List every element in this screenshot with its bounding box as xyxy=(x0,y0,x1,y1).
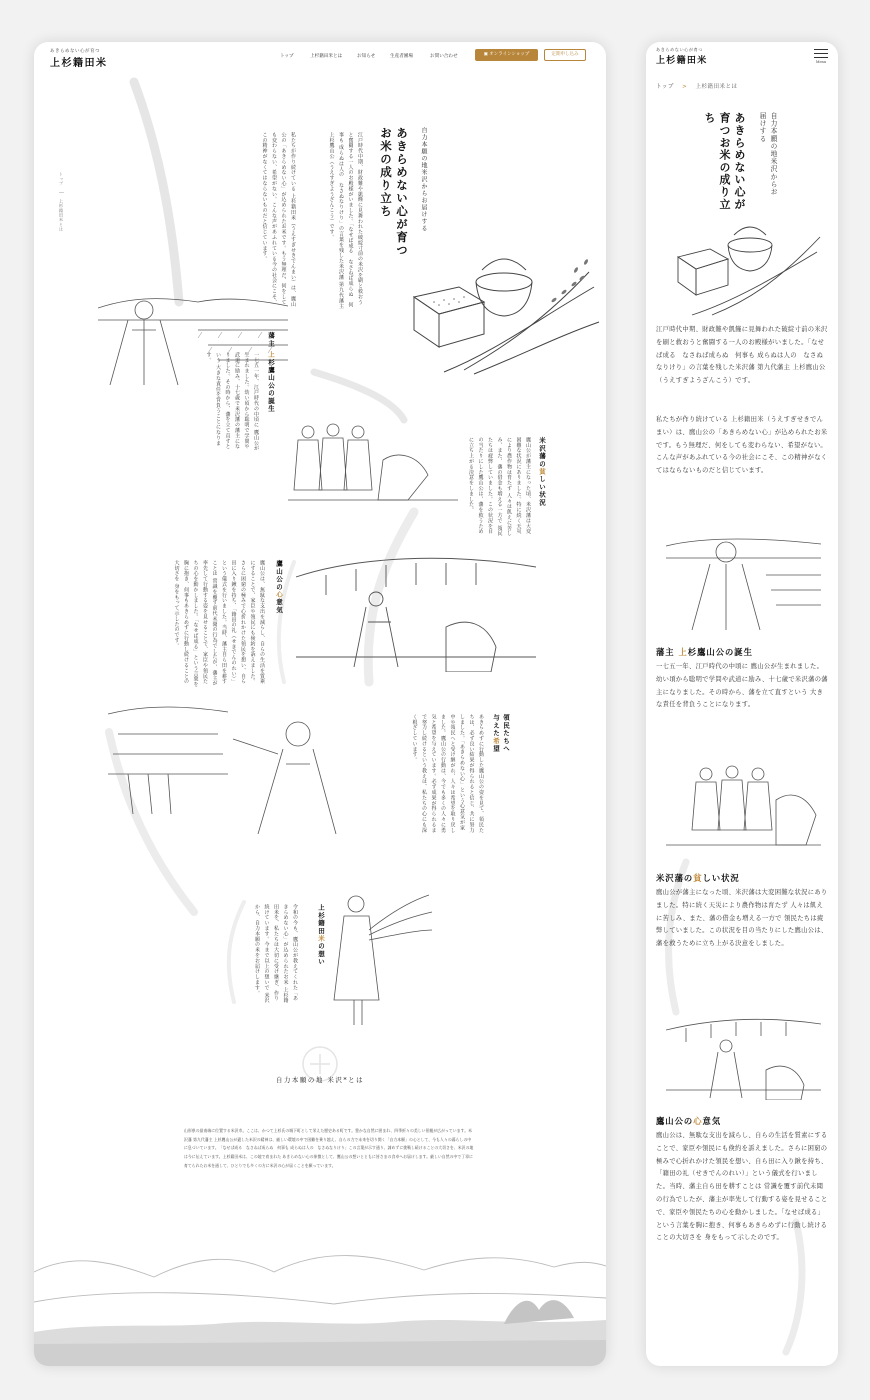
about-title: 自力本願の地 米沢*とは xyxy=(275,1076,365,1084)
section-heading-hope: 領民たちへ 与えた希望 xyxy=(492,714,510,753)
mobile-body-poverty: 鷹山公が藩主になった頃、米沢藩は大変困難な状況にありました。特に続く天災により農作物は育たず 人々は飢えに苦しみ、また、藩の借金も増える一方で 領民たちは疲弊していました。この状況を目の当たりにした鷹山公は、藩を救うために立ち上がる決意をしました。 xyxy=(656,889,828,948)
cart-icon: ▣ xyxy=(483,52,490,57)
hero-title-line1: あきらめない xyxy=(395,127,409,205)
breadcrumb-separator: > xyxy=(682,84,688,90)
section-body-wish: 令和の今も、鷹山公が教えてくれた「あきらめない心」が込められたお米 上杉籍田米を、私たちは大切に受け継ぎ、作り続けています。今まで以上の想いで 米沢から、自力本願の米をお届けします。 xyxy=(254,904,298,1004)
online-shop-button[interactable] xyxy=(475,49,538,61)
samurai-group-illustration xyxy=(288,420,458,515)
mobile-rice-illustration xyxy=(672,217,822,317)
site-tagline: あきらめない心が育つ xyxy=(50,49,100,54)
mobile-breadcrumb-current: 上杉籍田米とは xyxy=(695,84,738,90)
rope-ceremony-illustration xyxy=(296,547,536,672)
mobile-hero-subtitle: 自力本願の地米沢からお届けする xyxy=(758,112,777,196)
mobile-hero-intro-1: 江戸時代中期、財政難や凱饉に見舞われた破綻寸前の米沢を刷と救おうと奮闘する一人のお殿様がいました。「なせば成る なさねば成らぬ 何事も 成らぬは人の なさぬなりけり」の言葉を残した米沢藩 第九代藩主 上杉鷹山公（うえすぎようざんこう）です。 xyxy=(656,326,828,385)
farmer-with-sheaf-illustration xyxy=(324,890,434,1030)
mobile-hero-title: あきらめない心が育つお米の成り立ち xyxy=(703,112,746,211)
hero-title-line2: 心が育つ xyxy=(395,205,409,257)
about-body: 山形県の最南端に位置する米沢市。ここは、かつて上杉氏の城下町として栄えた歴史ある町です。豊かな自然に囲まれ、四季折々の美しい景観が広がっています。米沢藩 第九代藩主 上杉鷹山公が遺した米沢の精神は、厳しい環境の中で困難を乗り越え、自らの力で未来を切り開く「自力本願」の心として、今も人々の暮らしの中に息づいています。「なせば成る なさねば成らぬ 何事も 成らぬは人の なさぬなりけり」この言葉が示す通り、諦めずに挑戦し続けることの大切さを、米沢の地は今に伝えています。上杉籍田米は、この地で育まれた あきらめない心の象徴として、鷹山公の想いとともに皆さまの食卓へお届けします。厳しい自然の中で丁寧に育てられたお米を通して、ひとりでも多くの方に米沢の心が届くことを願っています。 xyxy=(184,1128,474,1168)
mobile-site-logo[interactable]: 上杉籍田米 xyxy=(656,56,708,66)
hero-subtitle-line1: 自力本願の地 xyxy=(420,127,427,169)
mobile-heading-poverty: 米沢藩の貧しい状況 xyxy=(656,873,740,883)
nav-item-about[interactable]: 上杉籍田米とは xyxy=(310,54,343,59)
subscription-button[interactable]: 定期申し込み xyxy=(544,49,586,61)
hero-intro-1: 江戸時代中期、財政難や凱饉に見舞われた破綻寸前の米沢を刷と救おうと奮闘する一人のお殿様がいました。「なせば成る なさねば成らぬ 何事も 成らぬは人の なさぬなりけり」の言葉を残した米沢藩 第九代藩主 上杉鷹山公（うえすぎようざんこう）です。 xyxy=(328,132,363,309)
mobile-rope-ceremony-illustration xyxy=(666,1010,821,1100)
section-body-spirit: 鷹山公は、無駄な支出を減らし、自らの生活を質素にすることで、家臣や領民にも倹約を訴えました。さらに困窮の極みで心折れかけた領民を想い、自ら田に入り鍬を持ち、「籍田の礼（せきでんのれい）」という儀式を行いました。当時、藩主自ら田を耕すことは 常識を覆す前代未聞の行為でしたが、藩主が率先して行動する姿を見せることで、家臣や領民たちの心を動かしました。「なせば成る」という言葉を胸に抱き、何事もあきらめずに行動し続けることの大切さを 身をもって示したのです。 xyxy=(173,560,265,688)
section-heading-wish: 上杉籍田米の想い xyxy=(317,904,325,966)
mobile-samurai-group-illustration xyxy=(666,760,821,855)
breadcrumb: トップ │ 上杉籍田米とは xyxy=(59,172,64,232)
site-logo[interactable]: 上杉籍田米 xyxy=(50,58,108,69)
nav-item-contact[interactable]: お問い合わせ xyxy=(430,54,458,59)
rice-illustration xyxy=(404,242,604,382)
nav-item-top[interactable]: トップ xyxy=(280,54,294,59)
nav-item-fields[interactable]: 生産者圃場 xyxy=(390,54,413,59)
mobile-body-spirit: 鷹山公は、無駄な支出を減らし、自らの生活を質素にすることで、家臣や領民にも倹約を訴えました。さらに困窮の極みで心折れかけた領民を想い、自ら田に入り鍬を持ち、「籍田の礼（せきでんのれい）」という儀式を行いました。当時、藩主自ら田を耕すことは 常識を覆す前代未聞の行為でしたが、藩主が率先して行動する姿を見せることで、家臣や領民たちの心を動かしました。「なせば成る」という言葉を胸に抱き、何事もあきらめずに行動し続けることの大切さを 身をもって示したのです。 xyxy=(656,1132,828,1242)
mobile-site-tagline: あきらめない心が育つ xyxy=(656,47,703,52)
landscape-illustration xyxy=(34,1232,606,1366)
mobile-body-birth: 一七五一年、江戸時代の中頃に 鷹山公が生まれました。幼い頃から聡明で学問や武道に励み、十七歳で米沢藩の藩主になりました。その時から、藩を立て直すという 大きな責任を背負うことになります。 xyxy=(656,663,828,709)
mobile-hero-intro-2: 私たちが作り続けている 上杉籍田米（うえすぎせきでんまい）は、鷹山公の「あきらめない心」が込められたお米です。もう無理だ、何をしても変わらない、希望がない。こんな声があふれている今の社会にこそ、この精神がなくてはならないものだと信じています。 xyxy=(656,416,828,475)
mobile-breadcrumb xyxy=(656,82,737,90)
site-header xyxy=(34,42,606,74)
section-heading-poverty: 米沢藩の貧しい状況 xyxy=(538,437,546,507)
farming-lord-illustration xyxy=(108,694,358,834)
mobile-breadcrumb-home[interactable]: トップ xyxy=(656,84,674,90)
section-body-hope: あきらめずに行動した鷹山公の姿を見て、領民たちは、必ず良い結果が得られると信じ、共に努力しました。「あきらめない心」という心意気が家中や領民へと受け継がれ、人々は希望を取り戻しました。鷹山公の行動は、今でも多くの人々に勇気と希望を与えています。必ず成果が得られるまで努力し続けるという教えは、私たちの心にも深く根ざしています。 xyxy=(411,714,484,833)
hero-subtitle-line2: 米沢からお届けする xyxy=(420,169,427,232)
section-heading-spirit: 鷹山公の心意気 xyxy=(275,560,283,614)
mobile-preview xyxy=(646,42,838,1366)
section-heading-birth: 藩主 上杉鷹山公の誕生 xyxy=(267,332,275,413)
mobile-heading-birth: 藩主 上杉鷹山公の誕生 xyxy=(656,647,753,657)
hamburger-menu-icon[interactable] xyxy=(814,46,828,66)
hero-intro-2: 私たちが作り続けている 上杉籍田米（うえすぎせきでんまい）は、鷹山公の「あきらめない心」が込められたお米です。もう無理だ、何をしても変わらない、希望がない。こんな声があふれている今の社会にこそ、この精神がなくてはならないものだと信じています。 xyxy=(261,132,296,307)
nav-item-news[interactable]: お知らせ xyxy=(357,54,376,59)
online-shop-label: オンラインショップ xyxy=(489,52,530,57)
mobile-heading-spirit: 鷹山公の心意気 xyxy=(656,1116,722,1126)
hero-title-line3: お米の成り立ち xyxy=(379,127,393,218)
section-body-poverty: 鷹山公が藩主になった頃、米沢藩は大変困難な状況にありました。特に続く天災により農作物は育たず 人々は飢えに苦しみ、また、藩の借金も増える一方で 領民たちは疲弊していました。この状況を目の当たりにした鷹山公は、藩を救うために立ち上がる決意をしました。 xyxy=(468,437,531,537)
breadcrumb-current: 上杉籍田米とは xyxy=(59,198,64,232)
menu-label: Menu xyxy=(815,60,827,64)
desktop-preview xyxy=(34,42,606,1366)
section-body-birth: 一七五一年、江戸時代の中頃に 鷹山公が生まれました。幼い頃から聡明で学問や武道に励み、十七歳で米沢藩の藩主になりました。その時から、藩を立て直すという 大きな責任を背負うことになります。 xyxy=(205,352,259,452)
breadcrumb-home[interactable]: トップ xyxy=(59,172,64,187)
mobile-lord-portrait-illustration xyxy=(666,530,821,630)
